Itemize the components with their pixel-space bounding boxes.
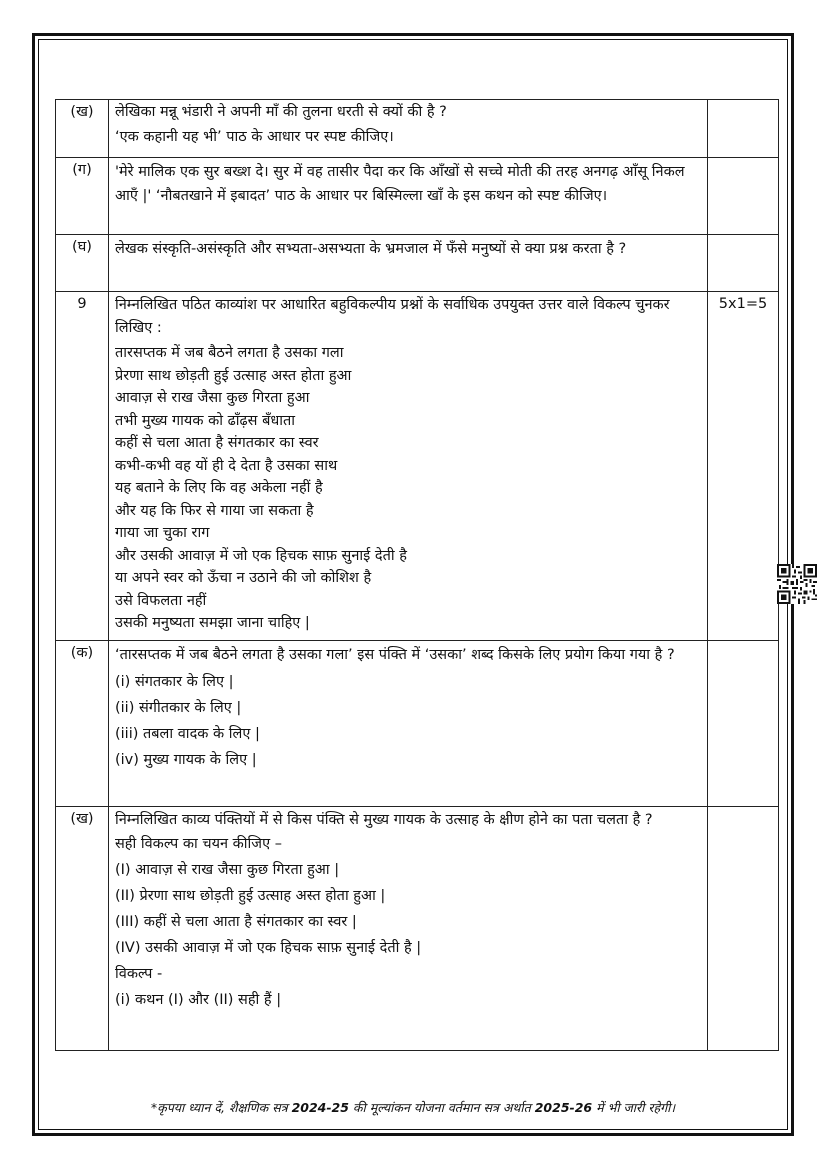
table-row <box>56 235 779 292</box>
question-number: (ख) <box>56 100 109 158</box>
instruction-text: सही विकल्प का चयन कीजिए – <box>115 836 282 852</box>
poem-line: आवाज़ से राख जैसा कुछ गिरता हुआ <box>115 390 310 406</box>
table-row <box>56 641 779 807</box>
qr-code <box>777 564 817 604</box>
poem-line: उसे विफलता नहीं <box>115 592 207 609</box>
table-row <box>56 158 779 235</box>
question-body: 'मेरे मालिक एक सुर बख्श दे। सुर में वह तासीर पैदा कर कि आँखों से सच्चे मोती की तरह अनगढ़ आँसू निकल आएँ |' ‘नौबतखाने में इबादत’ पाठ के आधार पर बिस्मिल्ला खाँ के इस कथन को स्पष्ट कीजिए। <box>115 164 685 204</box>
table-row <box>56 292 779 641</box>
poem-line: या अपने स्वर को ऊँचा न उठाने की जो कोशिश है <box>115 570 372 586</box>
question-body: निम्नलिखित पठित काव्यांश पर आधारित बहुविकल्पीय प्रश्नों के सर्वाधिक उपयुक्त उत्तर वाले विकल्प चुनकर लिखिए : <box>115 297 670 336</box>
question-body: निम्नलिखित काव्य पंक्तियों में से किस पंक्ति से मुख्य गायक के उत्साह के क्षीण होने का पता चलता है ? <box>115 812 653 828</box>
poem-line: और उसकी आवाज़ में जो एक हिचक साफ़ सुनाई देती है <box>115 547 407 564</box>
poem-line: और यह कि फिर से गाया जा सकता है <box>115 502 314 519</box>
footer-suffix: में भी जारी रहेगी। <box>592 1100 676 1115</box>
question-number: (घ) <box>56 235 109 292</box>
poem-line: गाया जा चुका राग <box>115 525 210 541</box>
poem-passage <box>115 342 701 635</box>
footer-session-year: 2024-25 <box>291 1100 349 1115</box>
option-item: (i) कथन (I) और (II) सही हैं | <box>115 992 282 1008</box>
option-item: (ii) संगीतकार के लिए | <box>115 700 242 716</box>
marks-cell <box>708 641 779 807</box>
question-text <box>109 641 708 807</box>
poem-line: तभी मुख्य गायक को ढाँढ़स बँधाता <box>115 412 296 429</box>
statement-item: (I) आवाज़ से राख जैसा कुछ गिरता हुआ | <box>115 862 340 878</box>
option-item: (i) संगतकार के लिए | <box>115 674 234 690</box>
question-text <box>109 807 708 1051</box>
question-text <box>109 158 708 235</box>
question-number: (क) <box>56 641 109 807</box>
marks-cell: 5x1=5 <box>708 292 779 641</box>
footer-current-year: 2025-26 <box>534 1100 593 1115</box>
poem-line: उसकी मनुष्यता समझा जाना चाहिए | <box>115 615 310 631</box>
question-text <box>109 292 708 641</box>
poem-line: कभी-कभी वह यों ही दे देता है उसका साथ <box>115 457 338 474</box>
statement-item: (III) कहीं से चला आता है संगतकार का स्वर | <box>115 914 357 930</box>
footer-middle: की मूल्यांकन योजना वर्तमान सत्र अर्थात <box>348 1100 535 1115</box>
option-item: (iv) मुख्य गायक के लिए | <box>115 752 257 768</box>
question-text <box>109 235 708 292</box>
poem-line: कहीं से चला आता है संगतकार का स्वर <box>115 435 319 451</box>
marks-cell <box>708 807 779 1051</box>
question-number: (ग) <box>56 158 109 235</box>
marks-cell <box>708 235 779 292</box>
poem-line: प्रेरणा साथ छोड़ती हुई उत्साह अस्त होता हुआ <box>115 367 352 384</box>
statement-item: (II) प्रेरणा साथ छोड़ती हुई उत्साह अस्त होता हुआ | <box>115 888 386 904</box>
question-body: लेखक संस्कृति-असंस्कृति और सभ्यता-असभ्यता के भ्रमजाल में फँसे मनुष्यों से क्या प्रश्न करता है ? <box>115 241 627 257</box>
question-number: (ख) <box>56 807 109 1051</box>
poem-line: तारसप्तक में जब बैठने लगता है उसका गला <box>115 345 344 361</box>
poem-line: यह बताने के लिए कि वह अकेला नहीं है <box>115 480 323 496</box>
table-row <box>56 100 779 158</box>
options-label: विकल्प - <box>115 966 163 982</box>
option-item: (iii) तबला वादक के लिए | <box>115 726 260 742</box>
question-text <box>109 100 708 158</box>
marks-cell <box>708 100 779 158</box>
question-table <box>55 99 779 1051</box>
question-line: लेखिका मन्नू भंडारी ने अपनी माँ की तुलना धरती से क्यों की है ? <box>115 104 447 120</box>
footer-note <box>60 1099 766 1116</box>
footer-prefix: *कृपया ध्यान दें, शैक्षणिक सत्र <box>150 1100 292 1115</box>
statement-item: (IV) उसकी आवाज़ में जो एक हिचक साफ़ सुनाई देती है | <box>115 940 422 956</box>
question-body: ‘तारसप्तक में जब बैठने लगता है उसका गला’ इस पंक्ति में ‘उसका’ शब्द किसके लिए प्रयोग किया गया है ? <box>115 647 675 663</box>
table-row <box>56 807 779 1051</box>
question-line: ‘एक कहानी यह भी’ पाठ के आधार पर स्पष्ट कीजिए। <box>115 129 394 145</box>
marks-cell <box>708 158 779 235</box>
question-number: 9 <box>56 292 109 641</box>
